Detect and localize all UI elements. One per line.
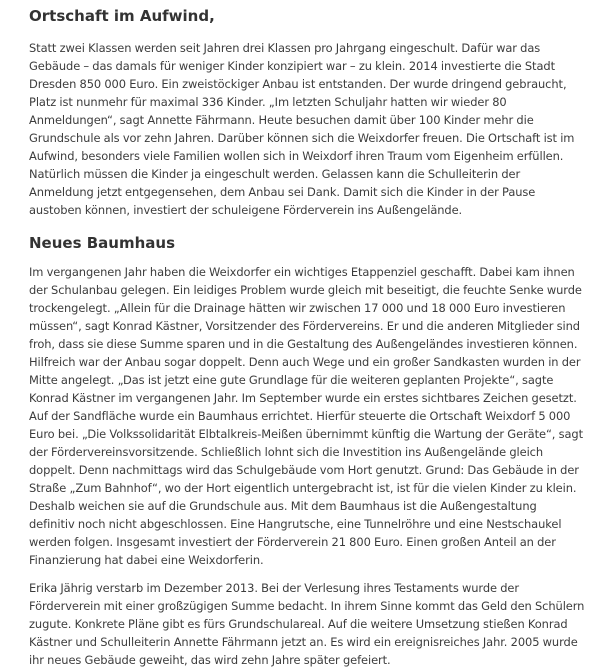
paragraph-baumhaus: Im vergangenen Jahr haben die Weixdorfer ein wichtiges Etappenziel geschafft. Dabei kam ihnen der Schulanbau gelegen. Ein leidiges Problem wurde gleich mit beseitigt, die feuchte Senke wurde trockengelegt. „Allein für die Drainage hätten wir zwischen 17 000 und 18 000 Euro investieren müssen“, sagt Konrad Kästner, Vorsitzender des Fördervereins. Er und die anderen Mitglieder sind froh, dass sie diese Summe sparen und in die Gestaltung des Außengeländes investieren können. Hilfreich war der Anbau sogar doppelt. Denn auch Wege und ein großer Sandkasten wurden in der Mitte angelegt. „Das ist jetzt eine gute Grundlage für die weiteren geplanten Projekte“, sagte Konrad Kästner im vergangenen Jahr. Im September wurde ein erstes sichtbares Zeichen gesetzt. Auf der Sandfläche wurde ein Baumhaus errichtet. Hierfür steuerte die Ortschaft Weixdorf 5 000 Euro bei. „Die Volkssolidarität Elbtalkreis-Meißen übernimmt künftig die Wartung der Geräte“, sagt der Fördervereinsvorsitzende. Schließlich lohnt sich die Investition ins Außengelände gleich doppelt. Denn nachmittags wird das Schulgebäude vom Hort genutzt. Grund: Das Gebäude in der Straße „Zum Bahnhof“, wo der Hort eigentlich untergebracht ist, ist für die vielen Kinder zu klein. Deshalb weichen sie auf die Grundschule aus. Mit dem Baumhaus ist die Außengestaltung definitiv noch nicht abgeschlossen. Eine Hangrutsche, eine Tunnelröhre und eine Nestschaukel werden folgen. Insgesamt investiert der Förderverein 21 800 Euro. Einen großen Anteil an der Finanzierung hat dabei eine Weixdorferin. <box>29 265 584 567</box>
paragraph-erika: Erika Jährig verstarb im Dezember 2013. Bei der Verlesung ihres Testaments wurde der Förderverein mit einer großzügigen Summe bedacht. In ihrem Sinne kommt das Geld den Schülern zugute. Konkrete Pläne gibt es fürs Grundschulareal. Auf die weitere Umsetzung stießen Konrad Kästner und Schulleiterin Annette Fährmann jetzt an. Es wird ein ereignisreiches Jahr. 2005 wurde ihr neues Gebäude geweiht, das wird zehn Jahre später gefeiert. <box>29 581 585 667</box>
section-heading-ortschaft: Ortschaft im Aufwind, <box>29 7 215 25</box>
section-heading-baumhaus: Neues Baumhaus <box>29 234 176 252</box>
paragraph-ortschaft: Statt zwei Klassen werden seit Jahren drei Klassen pro Jahrgang eingeschult. Dafür war das Gebäude – das damals für weniger Kinder konzipiert war – zu klein. 2014 investierte die Stadt Dresden 850 000 Euro. Ein zweistöckiger Anbau ist entstanden. Der wurde dringend gebraucht, Platz ist nunmehr für maximal 336 Kinder. „Im letzten Schuljahr hatten wir wieder 80 Anmeldungen“, sagt Annette Fährmann. Heute besuchen damit über 100 Kinder mehr die Grundschule als vor zehn Jahren. Darüber können sich die Weixdorfer freuen. Die Ortschaft ist im Aufwind, besonders viele Familien wollen sich in Weixdorf ihren Traum vom Eigenheim erfüllen. Natürlich müssen die Kinder ja eingeschult werden. Gelassen kann die Schulleiterin der Anmeldung jetzt entgegensehen, dem Anbau sei Dank. Damit sich die Kinder in der Pause austoben können, investiert der schuleigene Förderverein ins Außengelände. <box>29 41 575 217</box>
